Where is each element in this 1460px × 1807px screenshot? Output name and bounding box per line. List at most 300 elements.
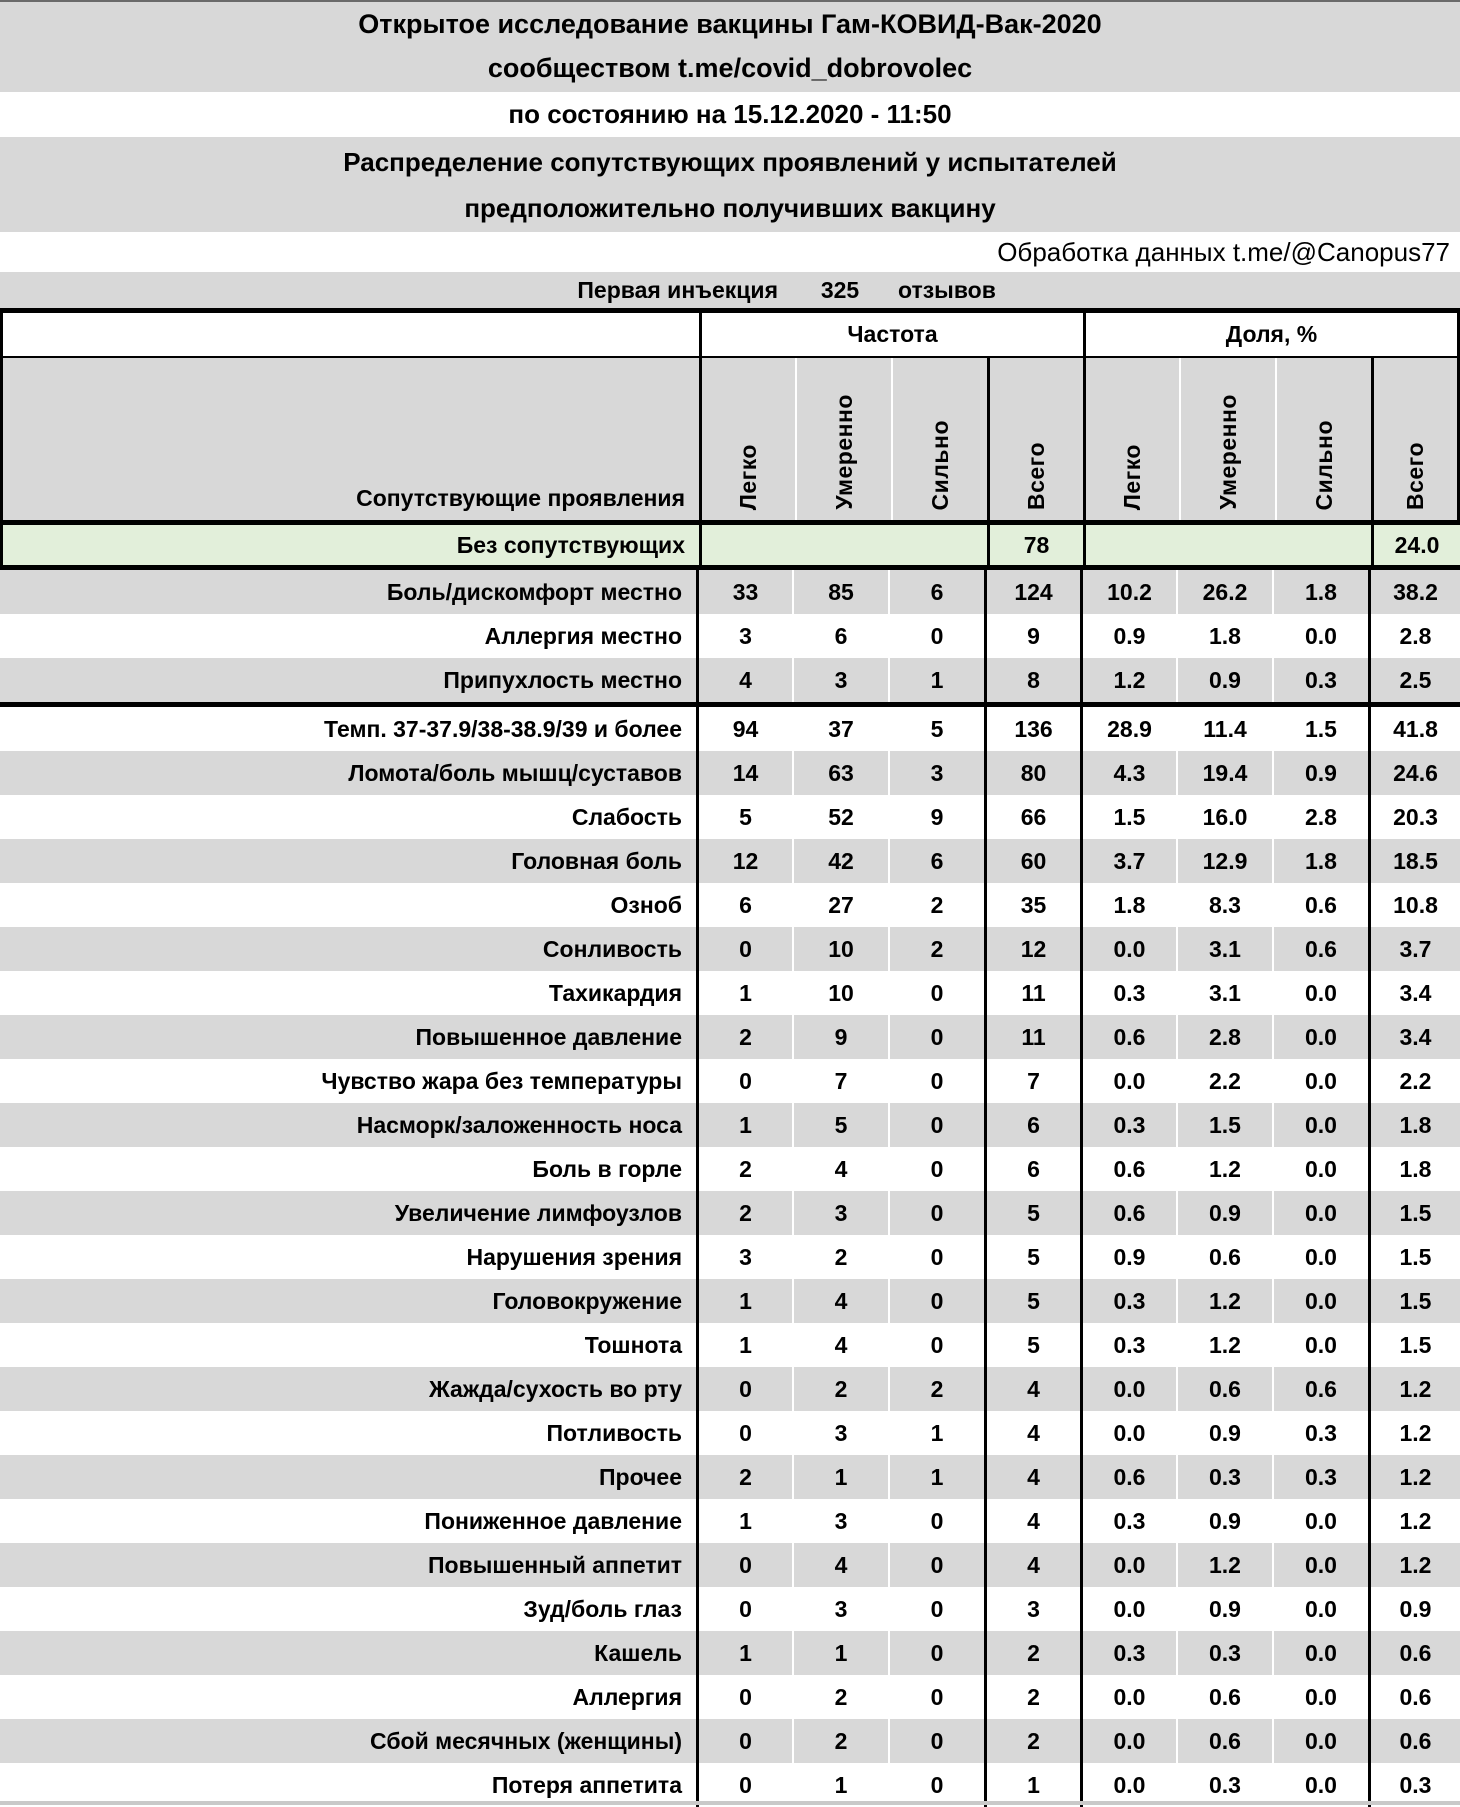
cell-value: 1.8 <box>1272 570 1368 614</box>
cell-value: 4 <box>696 658 792 702</box>
row-label: Повышенное давление <box>415 1023 682 1050</box>
cell-value: 41.8 <box>1368 707 1460 751</box>
cell-value: 3 <box>696 1235 792 1279</box>
cell-value: 0.0 <box>1080 1367 1176 1411</box>
cell-value: 1.2 <box>1176 1323 1272 1367</box>
cell-value: 20.3 <box>1368 795 1460 839</box>
cell-value: 0.0 <box>1080 1411 1176 1455</box>
report-subtitle-line2: предположительно получивших вакцину <box>464 192 996 223</box>
cell-value: 0 <box>888 1059 984 1103</box>
table-row <box>0 1499 1460 1543</box>
cell-value: 0.0 <box>1272 1015 1368 1059</box>
injection-suffix: отзывов <box>898 276 996 303</box>
cell-value: 0.3 <box>1080 1499 1176 1543</box>
cell-value: 0 <box>888 1235 984 1279</box>
row-label: Без сопутствующих <box>456 531 685 558</box>
cell-value: 1 <box>696 1323 792 1367</box>
cell-value: 0.0 <box>1272 1191 1368 1235</box>
cell-value: 1 <box>792 1763 888 1807</box>
cell-value: 63 <box>792 751 888 795</box>
row-label: Озноб <box>610 891 682 918</box>
injection-count: 325 <box>820 276 860 303</box>
cell-value: 1.2 <box>1176 1279 1272 1323</box>
cell-value: 6 <box>888 839 984 883</box>
cell-value: 94 <box>696 707 792 751</box>
cell-value: 19.4 <box>1176 751 1272 795</box>
cell-value: 2 <box>792 1235 888 1279</box>
cell-value: 0.0 <box>1080 1059 1176 1103</box>
cell-value: 1 <box>888 1455 984 1499</box>
cell-value: 2.5 <box>1368 658 1460 702</box>
cell-value: 0.6 <box>1080 1015 1176 1059</box>
cell-value: 1.2 <box>1368 1455 1460 1499</box>
row-label-header: Сопутствующие проявления <box>356 485 685 511</box>
cell-value: 2 <box>888 1367 984 1411</box>
cell-value: 0.3 <box>1176 1631 1272 1675</box>
cell-value: 24.6 <box>1368 751 1460 795</box>
cell-value: 2 <box>984 1675 1080 1719</box>
cell-value: 0.0 <box>1080 1675 1176 1719</box>
cell-value: 0.9 <box>1176 1191 1272 1235</box>
cell-value: 2.2 <box>1368 1059 1460 1103</box>
table-row <box>0 1543 1460 1587</box>
cell-value: 0.0 <box>1080 1719 1176 1763</box>
cell-value: 0.0 <box>1272 1763 1368 1807</box>
cell-value: 1.8 <box>1272 839 1368 883</box>
cell-value: 0.0 <box>1272 614 1368 658</box>
cell-value: 1.2 <box>1176 1147 1272 1191</box>
cell-value: 0.0 <box>1272 1103 1368 1147</box>
local-reactions-section <box>0 570 1460 702</box>
cell-value: 0.3 <box>1080 1279 1176 1323</box>
cell-value: 2 <box>696 1191 792 1235</box>
cell-value: 2 <box>696 1455 792 1499</box>
cell-value: 0.0 <box>1272 971 1368 1015</box>
cell-value: 12 <box>696 839 792 883</box>
column-header-freq-Всего <box>987 358 1083 520</box>
cell-value: 1.5 <box>1080 795 1176 839</box>
cell-value: 4 <box>984 1499 1080 1543</box>
row-label: Тошнота <box>584 1331 682 1358</box>
cell-value: 1 <box>984 1763 1080 1807</box>
cell-value: 1 <box>888 658 984 702</box>
cell-value: 0.6 <box>1080 1147 1176 1191</box>
cell-value: 5 <box>792 1103 888 1147</box>
cell-value: 12 <box>984 927 1080 971</box>
cell-value: 1.5 <box>1368 1279 1460 1323</box>
table-row <box>0 658 1460 702</box>
cell-value: 0.9 <box>1080 1235 1176 1279</box>
table-row <box>0 883 1460 927</box>
cell-value: 1.8 <box>1176 614 1272 658</box>
cell-value: 0 <box>696 1719 792 1763</box>
cell-value: 0.0 <box>1272 1147 1368 1191</box>
cell-value: 0 <box>696 1675 792 1719</box>
table-row <box>0 1059 1460 1103</box>
report-title <box>0 0 1460 92</box>
row-label: Ломота/боль мышц/суставов <box>348 759 682 786</box>
table-row <box>0 1103 1460 1147</box>
empty-cell <box>1083 525 1371 565</box>
cell-value: 0.0 <box>1272 1543 1368 1587</box>
cell-value: 7 <box>984 1059 1080 1103</box>
cell-value: 0.6 <box>1176 1675 1272 1719</box>
cell-value: 0.3 <box>1080 1103 1176 1147</box>
cell-value: 1 <box>696 1279 792 1323</box>
cell-value: 1.2 <box>1368 1411 1460 1455</box>
column-header-label: Легко <box>735 443 761 510</box>
no-symptoms-share-total: 24.0 <box>1371 525 1460 565</box>
report-subtitle-line1: Распределение сопутствующих проявлений у испытателей <box>343 146 1117 177</box>
cell-value: 3.4 <box>1368 1015 1460 1059</box>
cell-value: 1 <box>696 1103 792 1147</box>
cell-value: 0.9 <box>1368 1587 1460 1631</box>
cell-value: 4 <box>984 1367 1080 1411</box>
cell-value: 3.1 <box>1176 971 1272 1015</box>
table-row <box>0 1147 1460 1191</box>
cell-value: 2 <box>984 1631 1080 1675</box>
cell-value: 66 <box>984 795 1080 839</box>
table-row <box>0 1367 1460 1411</box>
cell-value: 3 <box>792 1587 888 1631</box>
cell-value: 124 <box>984 570 1080 614</box>
cell-value: 0.0 <box>1272 1587 1368 1631</box>
table-row <box>0 707 1460 751</box>
cell-value: 0.0 <box>1272 1675 1368 1719</box>
column-header-label: Легко <box>1119 443 1145 510</box>
cell-value: 0.0 <box>1272 1279 1368 1323</box>
cell-value: 2.8 <box>1176 1015 1272 1059</box>
cell-value: 0 <box>888 1499 984 1543</box>
cell-value: 1.5 <box>1272 707 1368 751</box>
cell-value: 0 <box>696 1763 792 1807</box>
cell-value: 2 <box>792 1367 888 1411</box>
row-label: Тахикардия <box>548 979 682 1006</box>
cell-value: 18.5 <box>1368 839 1460 883</box>
row-label: Прочее <box>599 1463 682 1490</box>
row-label: Аллергия <box>572 1683 682 1710</box>
cell-value: 0 <box>696 1367 792 1411</box>
cell-value: 3.7 <box>1368 927 1460 971</box>
cell-value: 3.7 <box>1080 839 1176 883</box>
cell-value: 0 <box>888 1103 984 1147</box>
cell-value: 6 <box>792 614 888 658</box>
column-header-label: Сильно <box>926 419 953 510</box>
cell-value: 0.9 <box>1272 751 1368 795</box>
cell-value: 42 <box>792 839 888 883</box>
cell-value: 0.3 <box>1080 971 1176 1015</box>
cell-value: 3 <box>792 1499 888 1543</box>
cell-value: 0 <box>888 1015 984 1059</box>
cell-value: 1.5 <box>1176 1103 1272 1147</box>
column-header-label: Сильно <box>1310 419 1337 510</box>
cell-value: 0.6 <box>1080 1455 1176 1499</box>
cell-value: 3 <box>792 1191 888 1235</box>
cell-value: 7 <box>792 1059 888 1103</box>
cell-value: 2 <box>696 1147 792 1191</box>
cell-value: 1 <box>696 971 792 1015</box>
empty-cell <box>699 525 987 565</box>
no-symptoms-total: 78 <box>987 525 1083 565</box>
group-header-frequency: Частота <box>699 313 1083 356</box>
cell-value: 6 <box>984 1103 1080 1147</box>
cell-value: 0 <box>696 927 792 971</box>
cell-value: 0 <box>888 971 984 1015</box>
systemic-reactions-section <box>0 707 1460 1807</box>
cell-value: 0 <box>888 1279 984 1323</box>
cell-value: 9 <box>888 795 984 839</box>
row-label: Увеличение лимфоузлов <box>394 1199 682 1226</box>
cell-value: 0 <box>696 1059 792 1103</box>
row-label: Нарушения зрения <box>466 1243 682 1270</box>
column-header-share-Сильно <box>1275 358 1371 520</box>
column-header-row <box>0 358 1460 520</box>
cell-value: 0.9 <box>1176 1587 1272 1631</box>
cell-value: 0.6 <box>1368 1631 1460 1675</box>
cell-value: 0 <box>888 1191 984 1235</box>
cell-value: 1 <box>792 1455 888 1499</box>
row-label: Припухлость местно <box>443 666 682 693</box>
table-row <box>0 971 1460 1015</box>
cell-value: 8.3 <box>1176 883 1272 927</box>
top-edge-line <box>0 0 1460 2</box>
column-header-freq-Легко <box>699 358 795 520</box>
row-label: Повышенный аппетит <box>427 1551 682 1578</box>
cell-value: 33 <box>696 570 792 614</box>
cell-value: 9 <box>792 1015 888 1059</box>
cell-value: 5 <box>696 795 792 839</box>
column-header-share-Всего <box>1371 358 1457 520</box>
cell-value: 0.9 <box>1176 1499 1272 1543</box>
column-header-share-Умеренно <box>1179 358 1275 520</box>
cell-value: 38.2 <box>1368 570 1460 614</box>
row-label: Потеря аппетита <box>491 1771 682 1798</box>
cell-value: 5 <box>984 1191 1080 1235</box>
cell-value: 0.6 <box>1176 1235 1272 1279</box>
group-header-share: Доля, % <box>1083 313 1457 356</box>
cell-value: 4 <box>792 1543 888 1587</box>
column-header-label: Всего <box>1402 441 1428 510</box>
table-row <box>0 1675 1460 1719</box>
cell-value: 0.3 <box>1368 1763 1460 1807</box>
cell-value: 0.6 <box>1272 883 1368 927</box>
cell-value: 14 <box>696 751 792 795</box>
cell-value: 9 <box>984 614 1080 658</box>
cell-value: 0 <box>696 1587 792 1631</box>
cell-value: 2.8 <box>1272 795 1368 839</box>
cell-value: 0.9 <box>1080 614 1176 658</box>
table-row <box>0 927 1460 971</box>
cell-value: 0.6 <box>1368 1719 1460 1763</box>
table-row <box>0 1015 1460 1059</box>
cell-value: 0 <box>888 1323 984 1367</box>
row-label: Зуд/боль глаз <box>523 1595 682 1622</box>
cell-value: 85 <box>792 570 888 614</box>
group-header-spacer <box>3 313 699 356</box>
cell-value: 26.2 <box>1176 570 1272 614</box>
cell-value: 6 <box>984 1147 1080 1191</box>
cell-value: 4 <box>792 1323 888 1367</box>
cell-value: 1.5 <box>1368 1235 1460 1279</box>
row-label: Темп. 37-37.9/38-38.9/39 и более <box>324 715 682 742</box>
cell-value: 0 <box>888 1719 984 1763</box>
cell-value: 0.3 <box>1176 1455 1272 1499</box>
cell-value: 11 <box>984 971 1080 1015</box>
cell-value: 0 <box>888 1147 984 1191</box>
row-label: Слабость <box>571 803 682 830</box>
row-label: Чувство жара без температуры <box>321 1067 682 1094</box>
cell-value: 10 <box>792 971 888 1015</box>
cell-value: 12.9 <box>1176 839 1272 883</box>
cell-value: 0 <box>888 1587 984 1631</box>
cell-value: 1.2 <box>1368 1499 1460 1543</box>
cell-value: 37 <box>792 707 888 751</box>
row-label: Потливость <box>546 1419 682 1446</box>
cell-value: 4 <box>984 1543 1080 1587</box>
cell-value: 3.1 <box>1176 927 1272 971</box>
column-header-share-Легко <box>1083 358 1179 520</box>
report-title-line1: Открытое исследование вакцины Гам-КОВИД-Вак-2020 <box>358 9 1102 39</box>
cell-value: 1.5 <box>1368 1191 1460 1235</box>
cell-value: 1.2 <box>1368 1543 1460 1587</box>
cell-value: 0.9 <box>1176 658 1272 702</box>
cell-value: 0.3 <box>1272 1455 1368 1499</box>
column-header-label: Умеренно <box>1214 394 1241 510</box>
cell-value: 0.0 <box>1272 1235 1368 1279</box>
cell-value: 0 <box>888 1543 984 1587</box>
no-symptoms-row <box>0 525 1460 565</box>
cell-value: 1 <box>696 1631 792 1675</box>
report-subtitle <box>0 137 1460 232</box>
cell-value: 4 <box>792 1147 888 1191</box>
row-label: Жажда/сухость во рту <box>428 1375 682 1402</box>
cell-value: 0 <box>888 614 984 658</box>
table-row <box>0 570 1460 614</box>
table-row <box>0 795 1460 839</box>
table-row <box>0 1323 1460 1367</box>
cell-value: 0.3 <box>1176 1763 1272 1807</box>
table-row <box>0 1587 1460 1631</box>
cell-value: 0.6 <box>1176 1719 1272 1763</box>
table-row <box>0 1631 1460 1675</box>
cell-value: 52 <box>792 795 888 839</box>
cell-value: 60 <box>984 839 1080 883</box>
cell-value: 2.2 <box>1176 1059 1272 1103</box>
table-row <box>0 614 1460 658</box>
table-row <box>0 1279 1460 1323</box>
table-row <box>0 1411 1460 1455</box>
row-label: Насморк/заложенность носа <box>356 1111 682 1138</box>
cell-value: 0.3 <box>1272 1411 1368 1455</box>
cell-value: 0 <box>696 1411 792 1455</box>
table-row <box>0 1455 1460 1499</box>
column-header-label: Всего <box>1023 441 1049 510</box>
cell-value: 136 <box>984 707 1080 751</box>
cell-value: 0.0 <box>1272 1323 1368 1367</box>
row-label: Головная боль <box>511 847 682 874</box>
cell-value: 2 <box>888 927 984 971</box>
cell-value: 3 <box>792 1411 888 1455</box>
row-label: Головокружение <box>492 1287 682 1314</box>
cell-value: 27 <box>792 883 888 927</box>
row-label: Пониженное давление <box>424 1507 682 1534</box>
report-title-line2: сообществом t.me/covid_dobrovolec <box>487 53 973 83</box>
cell-value: 1.2 <box>1176 1543 1272 1587</box>
row-label: Аллергия местно <box>484 622 682 649</box>
cell-value: 2 <box>696 1015 792 1059</box>
cell-value: 2.8 <box>1368 614 1460 658</box>
cell-value: 0.0 <box>1080 1763 1176 1807</box>
cell-value: 6 <box>888 570 984 614</box>
cell-value: 0.3 <box>1272 658 1368 702</box>
row-label: Кашель <box>594 1639 682 1666</box>
cell-value: 3 <box>792 658 888 702</box>
cell-value: 0 <box>888 1675 984 1719</box>
cell-value: 2 <box>792 1719 888 1763</box>
group-header-row <box>0 313 1460 358</box>
report-date: по состоянию на 15.12.2020 - 11:50 <box>0 92 1460 137</box>
table-row <box>0 1235 1460 1279</box>
cell-value: 0.6 <box>1176 1367 1272 1411</box>
cell-value: 5 <box>984 1235 1080 1279</box>
cell-value: 0 <box>888 1763 984 1807</box>
cell-value: 10.8 <box>1368 883 1460 927</box>
cell-value: 8 <box>984 658 1080 702</box>
cell-value: 10.2 <box>1080 570 1176 614</box>
cell-value: 1.8 <box>1368 1103 1460 1147</box>
cell-value: 35 <box>984 883 1080 927</box>
cell-value: 4 <box>984 1455 1080 1499</box>
injection-label: Первая инъекция <box>577 276 778 303</box>
cell-value: 5 <box>888 707 984 751</box>
cell-value: 4 <box>984 1411 1080 1455</box>
cell-value: 0.3 <box>1080 1631 1176 1675</box>
cell-value: 1.2 <box>1080 658 1176 702</box>
cell-value: 3 <box>696 614 792 658</box>
cell-value: 3 <box>888 751 984 795</box>
cell-value: 1.8 <box>1080 883 1176 927</box>
cell-value: 0.6 <box>1272 927 1368 971</box>
row-label: Боль/дискомфорт местно <box>386 578 682 605</box>
cell-value: 0.6 <box>1368 1675 1460 1719</box>
cell-value: 1 <box>792 1631 888 1675</box>
table-row <box>0 1191 1460 1235</box>
cell-value: 1.8 <box>1368 1147 1460 1191</box>
cell-value: 2 <box>984 1719 1080 1763</box>
table-row <box>0 839 1460 883</box>
cell-value: 5 <box>984 1323 1080 1367</box>
cell-value: 4 <box>792 1279 888 1323</box>
cell-value: 1 <box>888 1411 984 1455</box>
cell-value: 6 <box>696 883 792 927</box>
cell-value: 0 <box>888 1631 984 1675</box>
cell-value: 4.3 <box>1080 751 1176 795</box>
cell-value: 3.4 <box>1368 971 1460 1015</box>
cell-value: 0.0 <box>1272 1631 1368 1675</box>
cell-value: 0.6 <box>1272 1367 1368 1411</box>
cell-value: 16.0 <box>1176 795 1272 839</box>
cell-value: 1.5 <box>1368 1323 1460 1367</box>
cell-value: 10 <box>792 927 888 971</box>
column-header-freq-Умеренно <box>795 358 891 520</box>
cell-value: 2 <box>792 1675 888 1719</box>
cell-value: 11 <box>984 1015 1080 1059</box>
cell-value: 0.0 <box>1272 1059 1368 1103</box>
injection-summary-row <box>0 272 1460 308</box>
cell-value: 28.9 <box>1080 707 1176 751</box>
cell-value: 5 <box>984 1279 1080 1323</box>
table-row <box>0 1719 1460 1763</box>
